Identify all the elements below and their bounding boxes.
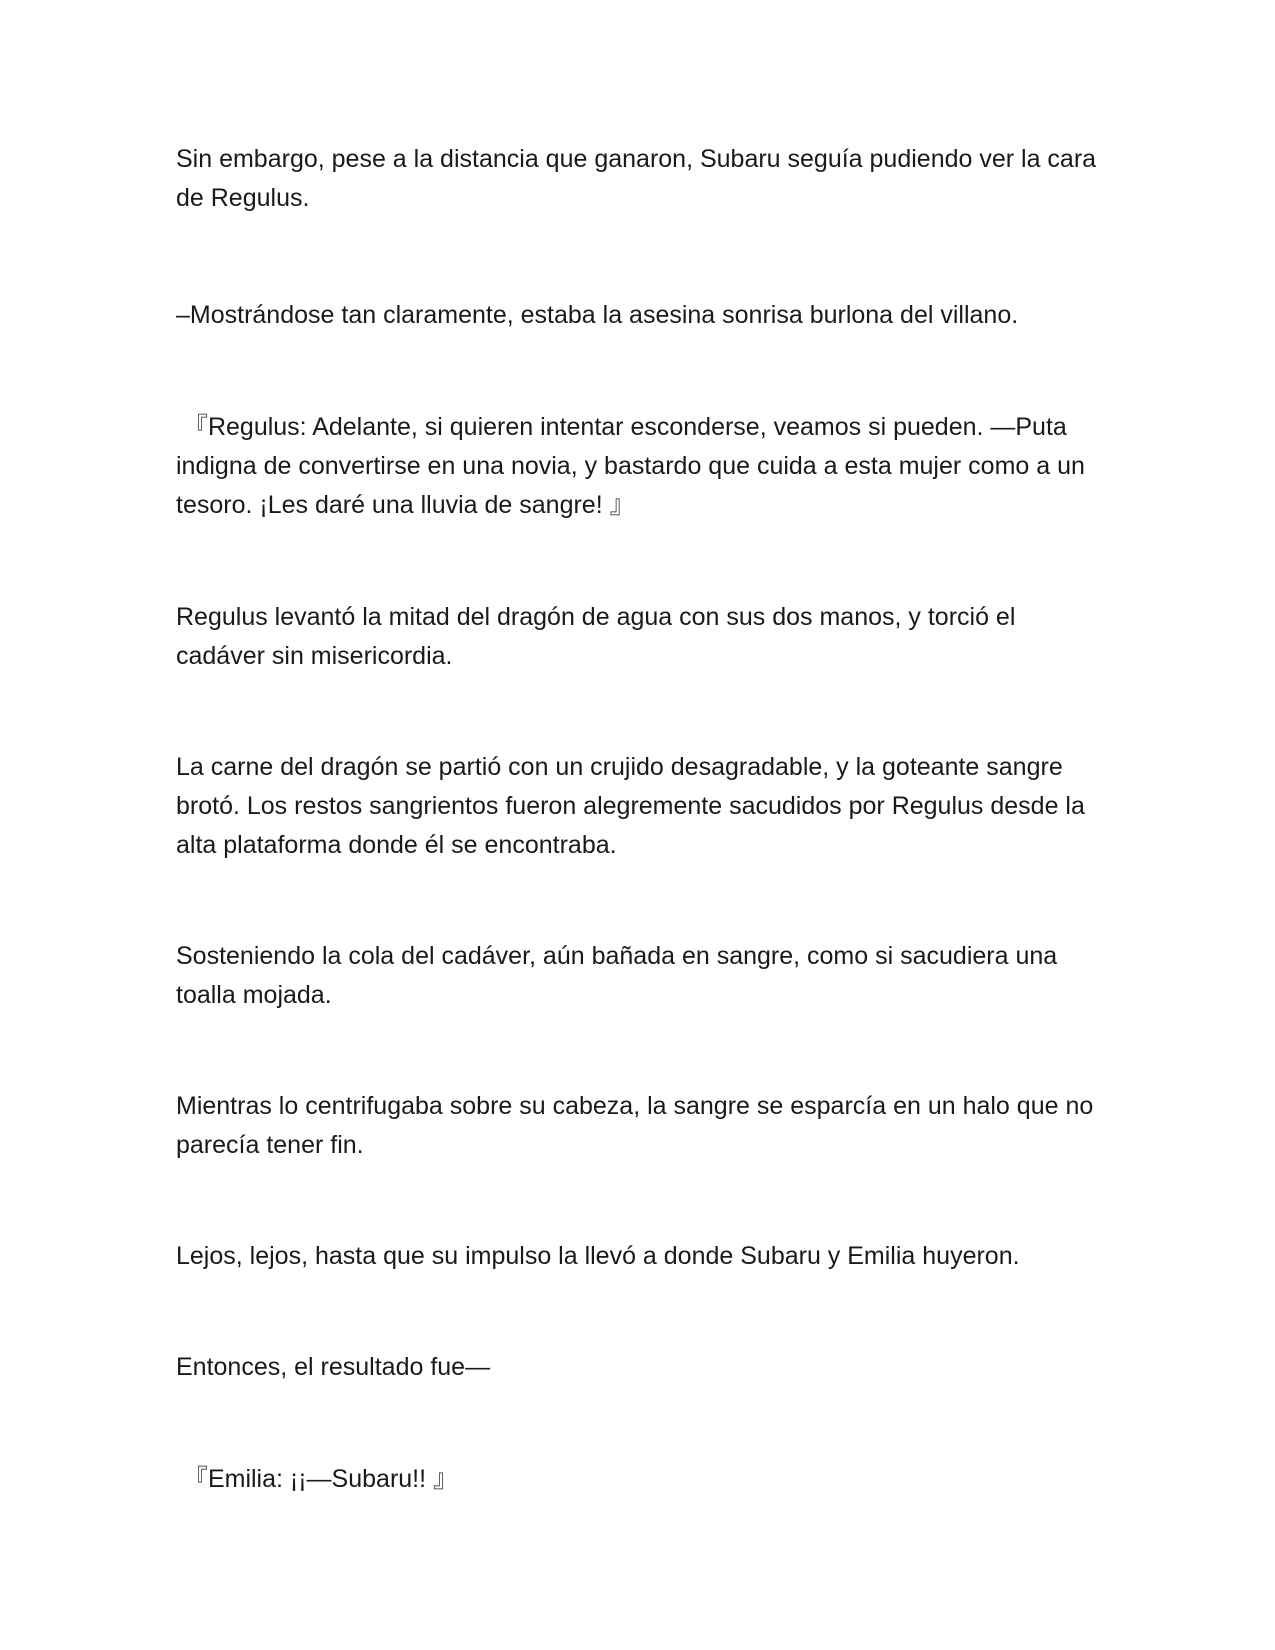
paragraph-7: Mientras lo centrifugaba sobre su cabeza, la sangre se esparcía en un halo que no parecía tener fin. [176,1092,1101,1159]
paragraph-1: Sin embargo, pese a la distancia que ganaron, Subaru seguía pudiendo ver la cara de Regulus. [176,145,1104,212]
paragraph-2: –Mostrándose tan claramente, estaba la asesina sonrisa burlona del villano. [176,301,1019,329]
paragraph-6: Sosteniendo la cola del cadáver, aún bañada en sangre, como si sacudiera una toalla mojada. [176,942,1065,1009]
paragraph-5: La carne del dragón se partió con un crujido desagradable, y la goteante sangre brotó. Los restos sangrientos fueron alegremente sacudidos por Regulus desde la alta plataforma donde él se encontraba. [176,753,1092,859]
paragraph-9: Entonces, el resultado fue— [176,1353,491,1381]
paragraph-8: Lejos, lejos, hasta que su impulso la llevó a donde Subaru y Emilia huyeron. [176,1242,1020,1270]
dialogue-emilia: 『Emilia: ¡¡—Subaru!! 』 [176,1465,459,1493]
paragraph-4: Regulus levantó la mitad del dragón de agua con sus dos manos, y torció el cadáver sin misericordia. [176,603,1023,670]
dialogue-regulus: 『Regulus: Adelante, si quieren intentar esconderse, veamos si pueden. —Puta indigna de convertirse en una novia, y bastardo que cuida a esta mujer como a un tesoro. ¡Les daré una lluvia de sangre! 』 [176,413,1092,519]
